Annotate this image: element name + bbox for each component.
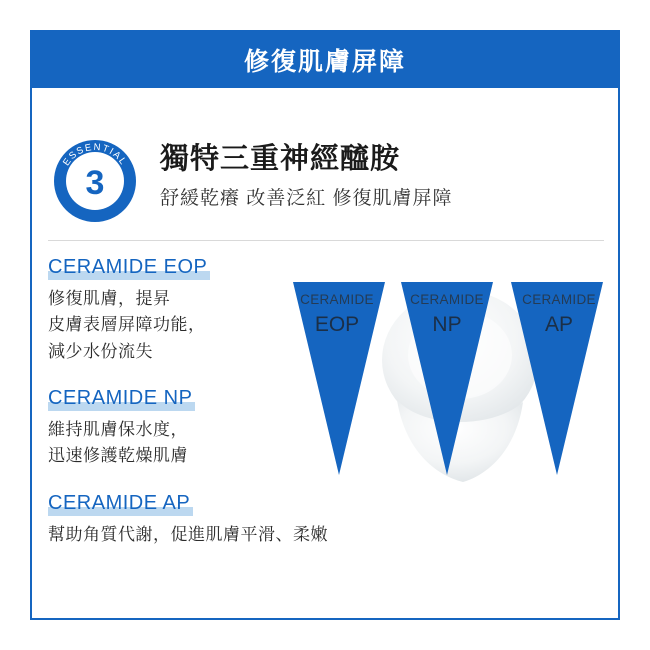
- entry-line: 幫助角質代謝，促進肌膚平滑、柔嫩: [48, 524, 328, 544]
- heading-word-ceramide: CERAMIDE: [48, 387, 158, 410]
- ceramide-entry-eop: [48, 256, 298, 365]
- label-small: CERAMIDE: [522, 292, 596, 307]
- sub-title: 舒緩乾癢 改善泛紅 修復肌膚屏障: [160, 187, 453, 209]
- heading-word-ceramide: CERAMIDE: [48, 491, 158, 514]
- header-banner: [32, 32, 618, 88]
- heading-word-type: NP: [163, 387, 193, 410]
- heading-word-type: AP: [162, 491, 191, 514]
- section-divider: [48, 240, 604, 241]
- entry-heading-ap: [48, 492, 193, 516]
- heading-text: [48, 492, 190, 514]
- heading-word-type: EOP: [163, 256, 208, 278]
- title-block: [160, 142, 600, 211]
- entry-heading-np: [48, 387, 195, 411]
- entry-line: 修復肌膚，提昇: [48, 289, 171, 308]
- blue-triangles: [293, 282, 603, 475]
- entry-line: 迅速修護乾燥肌膚: [48, 446, 188, 466]
- header-title: 修復肌膚屏障: [243, 48, 406, 76]
- label-small: CERAMIDE: [410, 292, 484, 307]
- heading-text: [48, 256, 207, 278]
- heading-text: [48, 387, 192, 409]
- entry-body-eop: [48, 286, 298, 365]
- svg-text:CERAMIDES: CERAMIDES: [67, 186, 123, 211]
- ceramide-descriptions: [48, 256, 328, 548]
- entry-line: 減少水份流失: [48, 341, 153, 361]
- ceramide-entry-np: [48, 387, 298, 470]
- entry-line: 皮膚表層屏障功能，: [48, 315, 206, 335]
- essential-ceramides-badge: [52, 138, 138, 224]
- label-big: AP: [544, 313, 573, 336]
- label-small: CERAMIDE: [300, 292, 374, 307]
- label-big: NP: [432, 313, 462, 336]
- main-title: 獨特三重神經醯胺: [160, 143, 401, 175]
- entry-heading-eop: [48, 256, 210, 280]
- svg-text:ESSENTIAL: ESSENTIAL: [60, 141, 130, 168]
- entry-body-np: [48, 417, 298, 470]
- entry-line: 維持肌膚保水度，: [48, 420, 188, 440]
- ceramide-entry-ap: [48, 491, 328, 548]
- svg-text:3: 3: [85, 164, 105, 202]
- entry-body-ap: [48, 522, 328, 548]
- heading-word-ceramide: CERAMIDE: [48, 256, 158, 278]
- label-big: EOP: [314, 313, 360, 336]
- cream-triangles-graphic: [285, 260, 615, 510]
